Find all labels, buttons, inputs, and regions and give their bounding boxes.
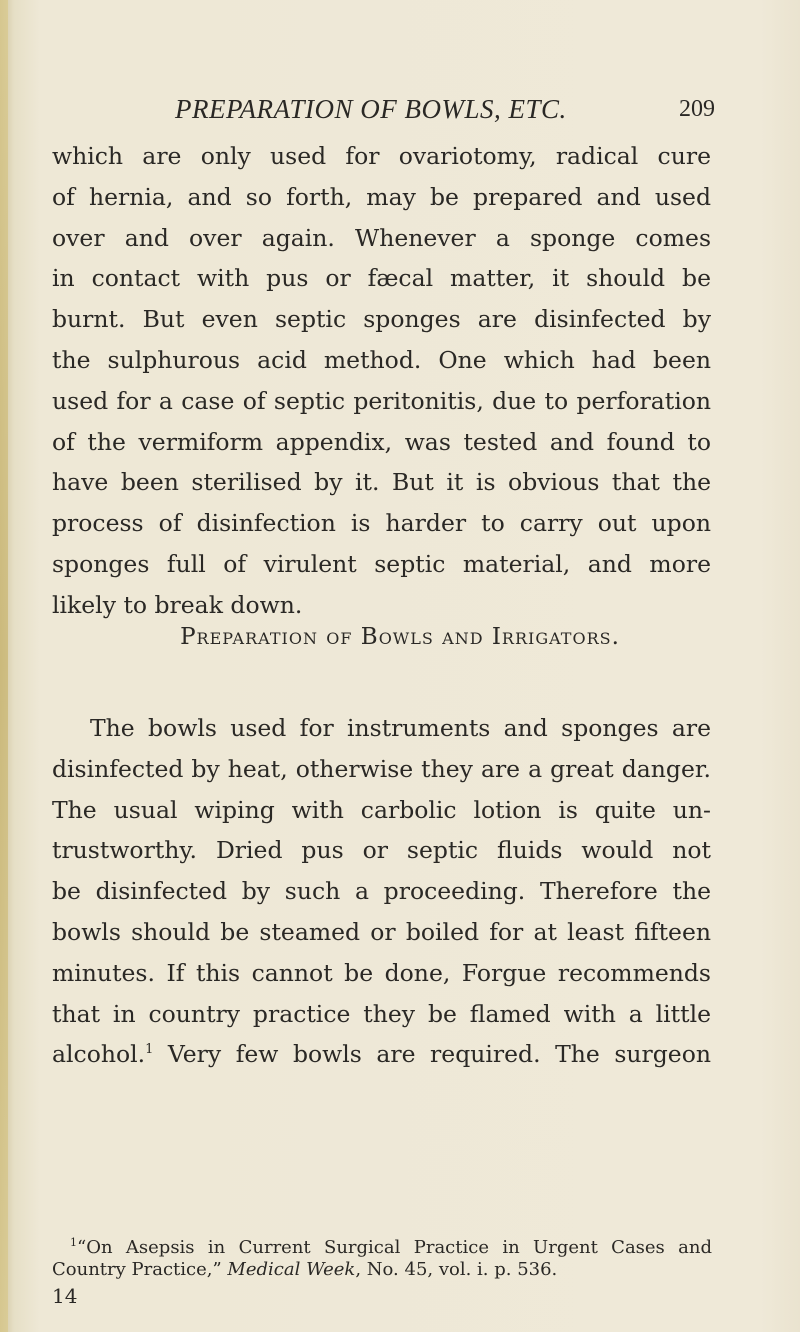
footnote-marker: 1 (70, 1236, 77, 1249)
text-line: in contact with pus or fæcal matter, it should be (52, 264, 711, 293)
text-line: of hernia, and so forth, may be prepared and used (52, 182, 711, 211)
text-line: over and over again. Whenever a sponge comes (52, 223, 711, 252)
paragraph-2 (52, 708, 711, 1075)
text-fragment: alcohol. (52, 1040, 146, 1069)
text-line: disinfected by heat, otherwise they are a great danger. (52, 754, 711, 783)
text-line: which are only used for ovariotomy, radical cure (52, 142, 711, 170)
page-number: 209 (679, 96, 715, 122)
text-line: be disinfected by such a proceeding. Therefore the (52, 877, 711, 906)
text-line: trustworthy. Dried pus or septic fluids would not (52, 836, 711, 865)
text-line: used for a case of septic peritonitis, due to perforation (52, 386, 711, 415)
text-line: of the vermiform appendix, was tested and found to (52, 427, 711, 456)
running-header (175, 94, 715, 130)
journal-title: Medical Week (227, 1259, 356, 1280)
text-line: burnt. But even septic sponges are disinfected by (52, 305, 711, 334)
text-line: The usual wiping with carbolic lotion is quite un- (52, 795, 711, 824)
paragraph-1 (52, 136, 711, 626)
text-line (52, 1034, 711, 1075)
text-line: minutes. If this cannot be done, Forgue recommends (52, 958, 711, 987)
text-fragment: Very few bowls are required. The surgeon (153, 1040, 711, 1069)
footnote-text: “On Asepsis in Current Surgical Practice in Urgent Cases and (77, 1237, 712, 1258)
footnote-line (52, 1237, 712, 1259)
footnote-reference: 1 (145, 1042, 154, 1058)
footnote-text: Country Practice,” (52, 1259, 228, 1280)
text-line: bowls should be steamed or boiled for at least fifteen (52, 917, 711, 946)
text-line: the sulphurous acid method. One which had been (52, 345, 711, 374)
binding-gutter (0, 0, 8, 1332)
text-line: process of disinfection is harder to carry out upon (52, 509, 711, 538)
text-line: have been sterilised by it. But it is obvious that the (52, 468, 711, 497)
footnote-text: , No. 45, vol. i. p. 536. (355, 1259, 558, 1280)
text-line: likely to break down. (52, 590, 303, 619)
signature-mark: 14 (52, 1284, 78, 1308)
text-line: The bowls used for instruments and sponges are (90, 714, 711, 742)
running-title: PREPARATION OF BOWLS, ETC. (175, 94, 567, 124)
footnote (52, 1237, 712, 1281)
footnote-line (52, 1259, 712, 1281)
section-heading: Preparation of Bowls and Irrigators. (180, 624, 620, 650)
text-line: sponges full of virulent septic material, and more (52, 549, 711, 578)
text-line: that in country practice they be flamed with a little (52, 999, 711, 1028)
